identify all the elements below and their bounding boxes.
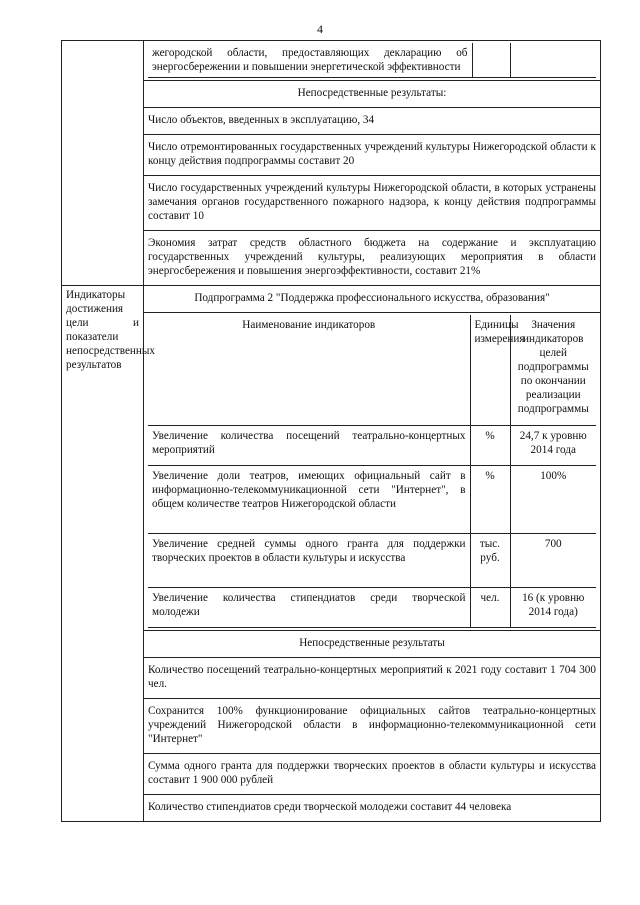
subprogram-title: Подпрограмма 2 "Поддержка профессионального искусства, образования" — [144, 286, 601, 313]
result-item: Количество посещений театрально-концертных мероприятий к 2021 году составит 1 704 300 чел. — [144, 658, 601, 699]
result-item: Экономия затрат средств областного бюджета на содержание и эксплуатацию государственных учреждений культуры, реализующих мероприятия в области энергосбережения и повышения энергоэффективности, составит 21% — [144, 231, 601, 286]
result-item: Число государственных учреждений культуры Нижегородской области, в которых устранены замечания органов государственного пожарного надзора, к концу действия подпрограммы составит 10 — [144, 176, 601, 231]
indicator-name: Увеличение количества посещений театрально-концертных мероприятий — [148, 426, 470, 466]
indicator-value: 24,7 к уровню 2014 года — [510, 426, 596, 466]
indicators-table — [148, 315, 596, 628]
indicator-name: Увеличение количества стипендиатов среди творческой молодежи — [148, 588, 470, 628]
indicator-name: Увеличение доли театров, имеющих официальный сайт в информационно-телекоммуникационной сети "Интернет", в общем количестве театров Нижегородской области — [148, 466, 470, 534]
continuation-unit — [472, 43, 510, 78]
result-item: Сохранится 100% функционирование официальных сайтов театрально-концертных учреждений Нижегородской области в информационно-телекоммуникационной сети "Интернет" — [144, 699, 601, 754]
direct-results-header-2: Непосредственные результаты — [144, 631, 601, 658]
direct-results-header-1: Непосредственные результаты: — [144, 81, 601, 108]
indicator-value: 16 (к уровню 2014 года) — [510, 588, 596, 628]
result-item: Число отремонтированных государственных учреждений культуры Нижегородской области к концу действия подпрограммы составит 20 — [144, 135, 601, 176]
indicators-header-value: Значения индикаторов целей подпрограммы по окончании реализации подпрограммы — [510, 315, 596, 426]
indicator-unit: тыс. руб. — [470, 534, 510, 588]
indicators-header-name: Наименование индикаторов — [148, 315, 470, 426]
indicator-unit: чел. — [470, 588, 510, 628]
left-cell-empty — [62, 41, 144, 286]
indicators-header-unit: Единицы измерения — [470, 315, 510, 426]
indicator-name: Увеличение средней суммы одного гранта для поддержки творческих проектов в области культуры и искусства — [148, 534, 470, 588]
indicators-label: Индикаторы достижения цели и показатели непосредственных результатов — [62, 286, 144, 822]
result-item: Число объектов, введенных в эксплуатацию, 34 — [144, 108, 601, 135]
indicator-unit: % — [470, 466, 510, 534]
continuation-text: жегородской области, предоставляющих декларацию об энергосбережении и повышении энергетической эффективности — [148, 43, 472, 78]
passport-table — [61, 40, 601, 822]
page-number: 4 — [317, 22, 323, 36]
result-item: Сумма одного гранта для поддержки творческих проектов в области культуры и искусства составит 1 900 000 рублей — [144, 754, 601, 795]
result-item: Количество стипендиатов среди творческой молодежи составит 44 человека — [144, 795, 601, 822]
continuation-value — [510, 43, 596, 78]
continuation-row-table — [148, 43, 596, 78]
indicator-unit: % — [470, 426, 510, 466]
indicator-value: 700 — [510, 534, 596, 588]
indicator-value: 100% — [510, 466, 596, 534]
